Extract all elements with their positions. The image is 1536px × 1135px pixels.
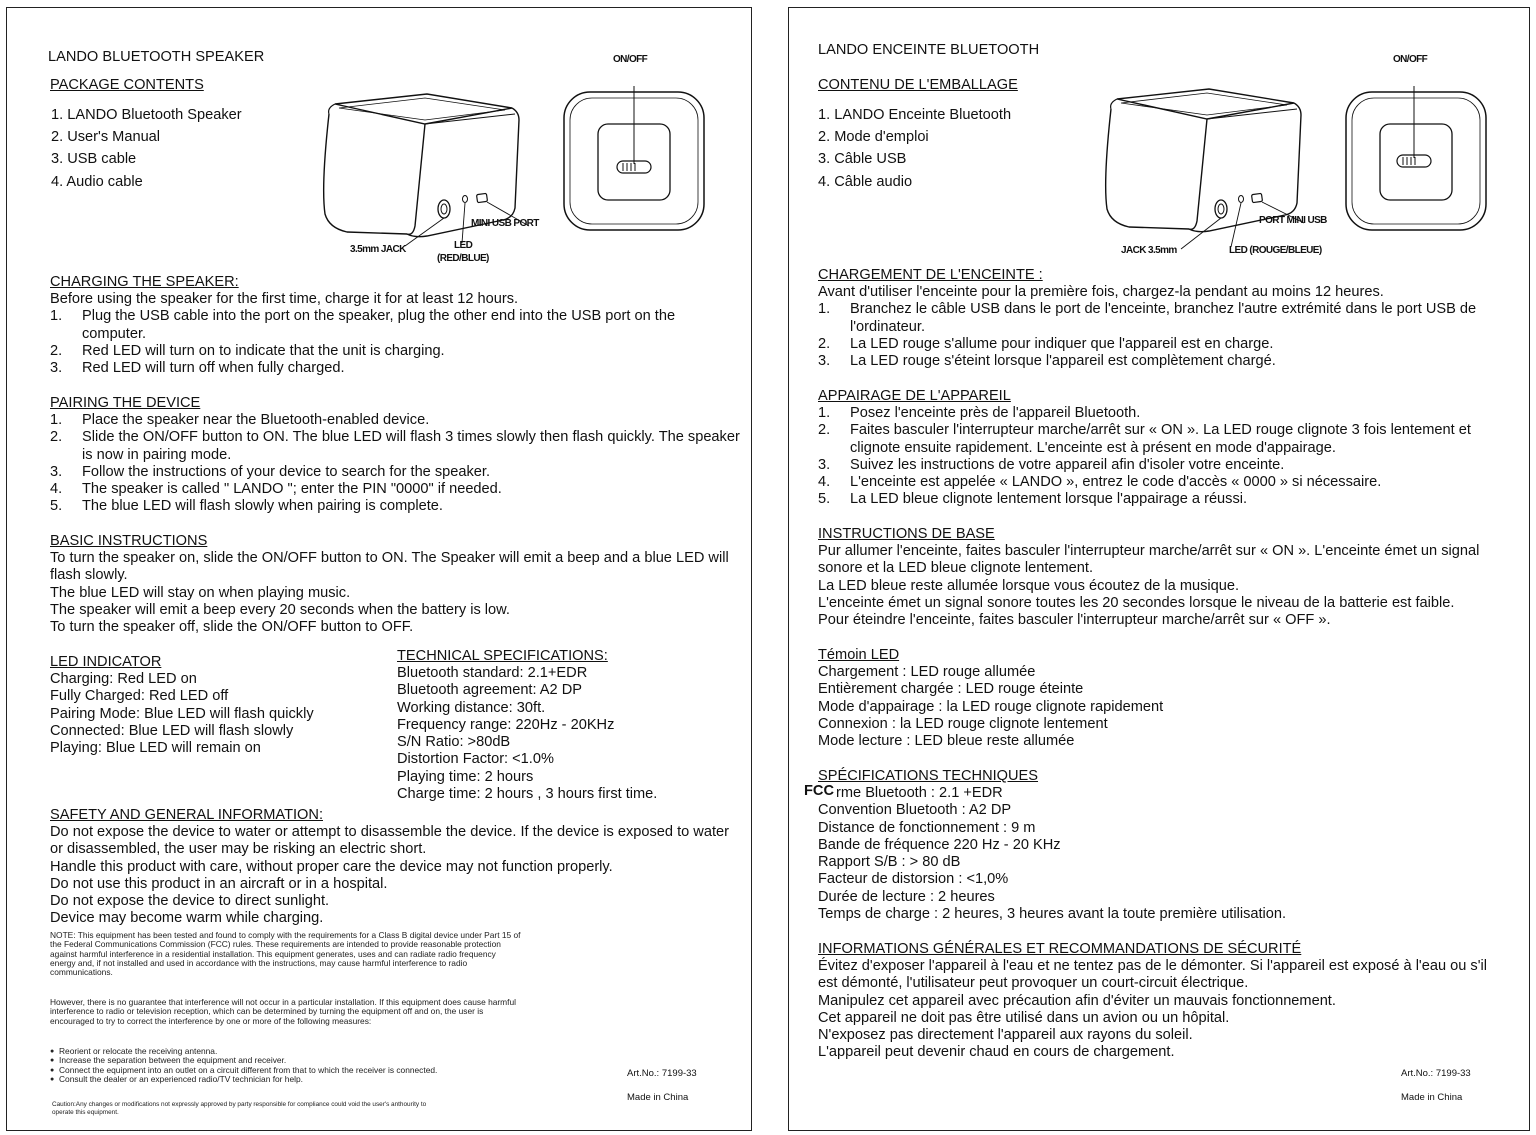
made-in-fr: Made in China [1401,1092,1463,1103]
charging-step: 2. Red LED will turn on to indicate that the unit is charging. [50,342,445,359]
audio-jack-label: 3.5mm JACK [350,244,406,255]
package-item: 3. USB cable [51,151,137,168]
basic-instructions-heading: BASIC INSTRUCTIONS [50,533,208,549]
spec-line: Temps de charge : 2 heures, 3 heures avant la toute première utilisation. [818,906,1287,923]
package-item: 1. LANDO Enceinte Bluetooth [818,107,1012,123]
led-line: Pairing Mode: Blue LED will flash quickly [50,705,314,722]
english-manual-panel [6,7,752,1131]
safety-heading-fr: INFORMATIONS GÉNÉRALES ET RECOMMANDATIONS DE SÉCURITÉ [818,941,1302,957]
package-item: 2. Mode d'emploi [818,129,929,146]
package-item: 1. LANDO Bluetooth Speaker [51,107,242,123]
led-line: Playing: Blue LED will remain on [50,740,261,757]
fcc-mark: FCC [804,783,834,799]
fcc-measure: ● Connect the equipment into an outlet on a circuit different from that to which the receiver is connected. [50,1066,440,1075]
pairing-step: 2. Faites basculer l'interrupteur marche/arrêt sur « ON ». La LED rouge clignote 3 fois lentement et clignote ensuite rapidement. L'enceinte est à présent en mode d'appairage. [818,422,1471,456]
pairing-steps-fr [818,405,1508,509]
basic-line: The blue LED will stay on when playing music. [50,584,351,601]
spec-line: Durée de lecture : 2 heures [818,888,995,905]
basic-instructions-heading-fr: INSTRUCTIONS DE BASE [818,526,995,542]
speaker-top-view-illustration [559,86,709,236]
safety-line: Manipulez cet appareil avec précaution afin d'éviter un mauvais fonctionnement. [818,992,1336,1009]
safety-line: Handle this product with care, without proper care the device may not function properly. [50,858,613,875]
package-item: 3. Câble USB [818,151,907,168]
tech-specs-heading-fr: SPÉCIFICATIONS TECHNIQUES [818,768,1039,784]
pairing-step: 5. The blue LED will flash slowly when pairing is complete. [50,498,443,515]
basic-line: To turn the speaker off, slide the ON/OFF button to OFF. [50,619,414,636]
safety-line: N'exposez pas directement l'appareil aux rayons du soleil. [818,1027,1193,1044]
speaker-perspective-illustration [307,86,567,271]
on-off-label-fr: ON/OFF [1393,54,1428,65]
pairing-step: 1. Place the speaker near the Bluetooth-enabled device. [50,412,430,428]
charging-heading-fr: CHARGEMENT DE L'ENCEINTE : [818,267,1043,283]
led-line: Chargement : LED rouge allumée [818,664,1036,680]
led-indicator-heading-fr: Témoin LED [818,647,900,663]
on-off-label: ON/OFF [613,54,648,65]
led-line: Fully Charged: Red LED off [50,688,229,705]
charging-step: 2. La LED rouge s'allume pour indiquer que l'appareil est en charge. [818,335,1274,352]
pairing-heading-fr: APPAIRAGE DE L'APPAREIL [818,388,1011,404]
basic-line: Pur allumer l'enceinte, faites basculer l'interrupteur marche/arrêt sur « ON ». L'enceinte émet un signal sonore et la LED bleue clignote lentement. [818,543,1480,577]
spec-line: Bluetooth agreement: A2 DP [397,682,582,699]
package-contents-list [51,107,291,196]
pairing-step: 3. Follow the instructions of your device to search for the speaker. [50,463,491,480]
package-contents-list-fr [818,107,1058,196]
led-indicator-list [50,671,350,757]
fcc-note-continued: However, there is no guarantee that interference will not occur in a particular installation. If this equipment does cause harmful interference to radio or television reception, which can be determined by turning the equipment off and on, the user is encouraged to try to correct the interference by one or more of the following measures: [50,997,516,1026]
package-item: 4. Câble audio [818,173,913,190]
spec-line: Charge time: 2 hours , 3 hours first time. [397,786,658,803]
pairing-step: 2. Slide the ON/OFF button to ON. The blue LED will flash 3 times slowly then flash quickly. The speaker is now in pairing mode. [50,429,740,463]
spec-line: rme Bluetooth : 2.1 +EDR [836,785,1003,801]
charging-step: 3. Red LED will turn off when fully charged. [50,360,345,377]
led-line: Entièrement chargée : LED rouge éteinte [818,681,1084,698]
caution-note: Caution:Any changes or modifications not expressly approved by party responsible for compliance could void the user's anthourity to operate this equipment. [52,1101,427,1116]
made-in: Made in China [627,1092,689,1103]
safety-line: Do not expose the device to direct sunlight. [50,893,330,910]
spec-line: Frequency range: 220Hz - 20KHz [397,716,615,733]
fcc-measure: ● Consult the dealer or an experienced radio/TV technician for help. [50,1075,440,1084]
mini-usb-port-label-fr: PORT MINI USB [1259,215,1327,226]
article-number: Art.No.: 7199-33 [627,1068,697,1079]
fcc-measures-list [50,1047,440,1084]
charging-section [50,291,740,377]
spec-line: Bande de fréquence 220 Hz - 20 KHz [818,836,1061,853]
led-indicator-heading: LED INDICATOR [50,654,162,670]
spec-line: Rapport S/B : > 80 dB [818,854,961,871]
package-item: 2. User's Manual [51,129,161,146]
pairing-step: 1. Posez l'enceinte près de l'appareil Bluetooth. [818,405,1141,421]
speaker-perspective-illustration-fr [1089,81,1349,266]
audio-jack-label-fr: JACK 3.5mm [1121,245,1177,256]
speaker-top-view-illustration-fr [1341,86,1491,236]
safety-line: Évitez d'exposer l'appareil à l'eau et ne tentez pas de le démonter. Si l'appareil est exposé à l'eau ou s'il est démonté, l'utilisateur peut provoquer un court-circuit électrique. [818,958,1487,992]
safety-text-fr [818,958,1494,1062]
basic-line: L'enceinte émet un signal sonore toutes les 20 secondes lorsque le niveau de la batterie est faible. [818,594,1455,611]
led-label-fr: LED (ROUGE/BLEUE) [1229,245,1322,256]
manual-title-fr: LANDO ENCEINTE BLUETOOTH [818,42,1040,58]
led-indicator-list-fr [818,664,1318,750]
basic-line: Pour éteindre l'enceinte, faites basculer l'interrupteur marche/arrêt sur « OFF ». [818,612,1331,629]
charging-step: 1. Plug the USB cable into the port on the speaker, plug the other end into the USB port on the computer. [50,308,676,342]
safety-line: Do not use this product in an aircraft or in a hospital. [50,875,388,892]
charging-heading: CHARGING THE SPEAKER: [50,274,239,290]
safety-line: Do not expose the device to water or attempt to disassemble the device. If the device is exposed to water or disassembled, the user may be risking an electric short. [50,824,729,858]
led-line: Mode d'appairage : la LED rouge clignote rapidement [818,698,1164,715]
tech-specs-heading: TECHNICAL SPECIFICATIONS: [397,648,608,664]
pairing-steps [50,412,740,516]
spec-line: Working distance: 30ft. [397,699,546,716]
led-line: Charging: Red LED on [50,671,197,687]
charging-step: 3. La LED rouge s'éteint lorsque l'appareil est complètement chargé. [818,353,1276,370]
pairing-step: 5. La LED bleue clignote lentement lorsque l'appairage a réussi. [818,491,1248,508]
tech-specs-list [397,665,737,803]
basic-line: To turn the speaker on, slide the ON/OFF button to ON. The Speaker will emit a beep and a blue LED will flash slowly. [50,550,729,584]
fcc-measure: ● Reorient or relocate the receiving antenna. [50,1047,440,1056]
mini-usb-port-label: MINI USB PORT [471,218,539,229]
safety-line: Cet appareil ne doit pas être utilisé dans un avion ou un hôpital. [818,1009,1230,1026]
spec-line: S/N Ratio: >80dB [397,734,511,751]
french-manual-panel [788,7,1530,1131]
package-contents-heading: PACKAGE CONTENTS [50,77,204,93]
led-line: Connexion : la LED rouge clignote lentement [818,715,1108,732]
package-item: 4. Audio cable [51,173,143,190]
led-line: Connected: Blue LED will flash slowly [50,722,294,739]
led-line: Mode lecture : LED bleue reste allumée [818,733,1075,750]
spec-line: Bluetooth standard: 2.1+EDR [397,665,588,681]
package-contents-heading-fr: CONTENU DE L'EMBALLAGE [818,77,1018,93]
tech-specs-list-fr [818,785,1418,923]
basic-line: La LED bleue reste allumée lorsque vous écoutez de la musique. [818,577,1240,594]
fcc-measure: ● Increase the separation between the equipment and receiver. [50,1056,440,1065]
spec-line: Convention Bluetooth : A2 DP [818,802,1012,819]
pairing-heading: PAIRING THE DEVICE [50,395,201,411]
spec-line: Distortion Factor: <1.0% [397,751,554,768]
pairing-step: 4. L'enceinte est appelée « LANDO », entrez le code d'accès « 0000 » si nécessaire. [818,474,1382,491]
basic-instructions-text-fr [818,543,1510,629]
basic-instructions-text [50,550,740,636]
pairing-step: 4. The speaker is called " LANDO "; enter the PIN "0000" if needed. [50,481,502,498]
safety-heading: SAFETY AND GENERAL INFORMATION: [50,807,323,823]
safety-line: L'appareil peut devenir chaud en cours de chargement. [818,1044,1175,1061]
article-number-fr: Art.No.: 7199-33 [1401,1068,1471,1079]
safety-text [50,824,740,928]
charging-intro-fr: Avant d'utiliser l'enceinte pour la première fois, chargez-la pendant au moins 12 heures. [818,284,1384,300]
basic-line: The speaker will emit a beep every 20 seconds when the battery is low. [50,601,510,618]
spec-line: Playing time: 2 hours [397,768,534,785]
safety-line: Device may become warm while charging. [50,910,324,927]
led-label: LED [454,240,473,251]
charging-section-fr [818,284,1508,370]
fcc-note: NOTE: This equipment has been tested and found to comply with the requirements for a Class B digital device under Part 15 of the Federal Communications Commission (FCC) rules. These requirements are intended to provide reasonable protection against harmful interference in a residential installation. This equipment generates, uses and can radiate radio frequency energy and, if not installed and used in accordance with the instructions, may cause harmful interference to radio communications. [50,930,521,978]
charging-intro: Before using the speaker for the first time, charge it for at least 12 hours. [50,291,519,307]
manual-title: LANDO BLUETOOTH SPEAKER [48,49,265,65]
charging-step: 1. Branchez le câble USB dans le port de l'enceinte, branchez l'autre extrémité dans le port USB de l'ordinateur. [818,301,1477,335]
led-color-label: (RED/BLUE) [437,253,489,264]
spec-line: Distance de fonctionnement : 9 m [818,819,1036,836]
spec-line: Facteur de distorsion : <1,0% [818,871,1009,888]
pairing-step: 3. Suivez les instructions de votre appareil afin d'isoler votre enceinte. [818,456,1285,473]
